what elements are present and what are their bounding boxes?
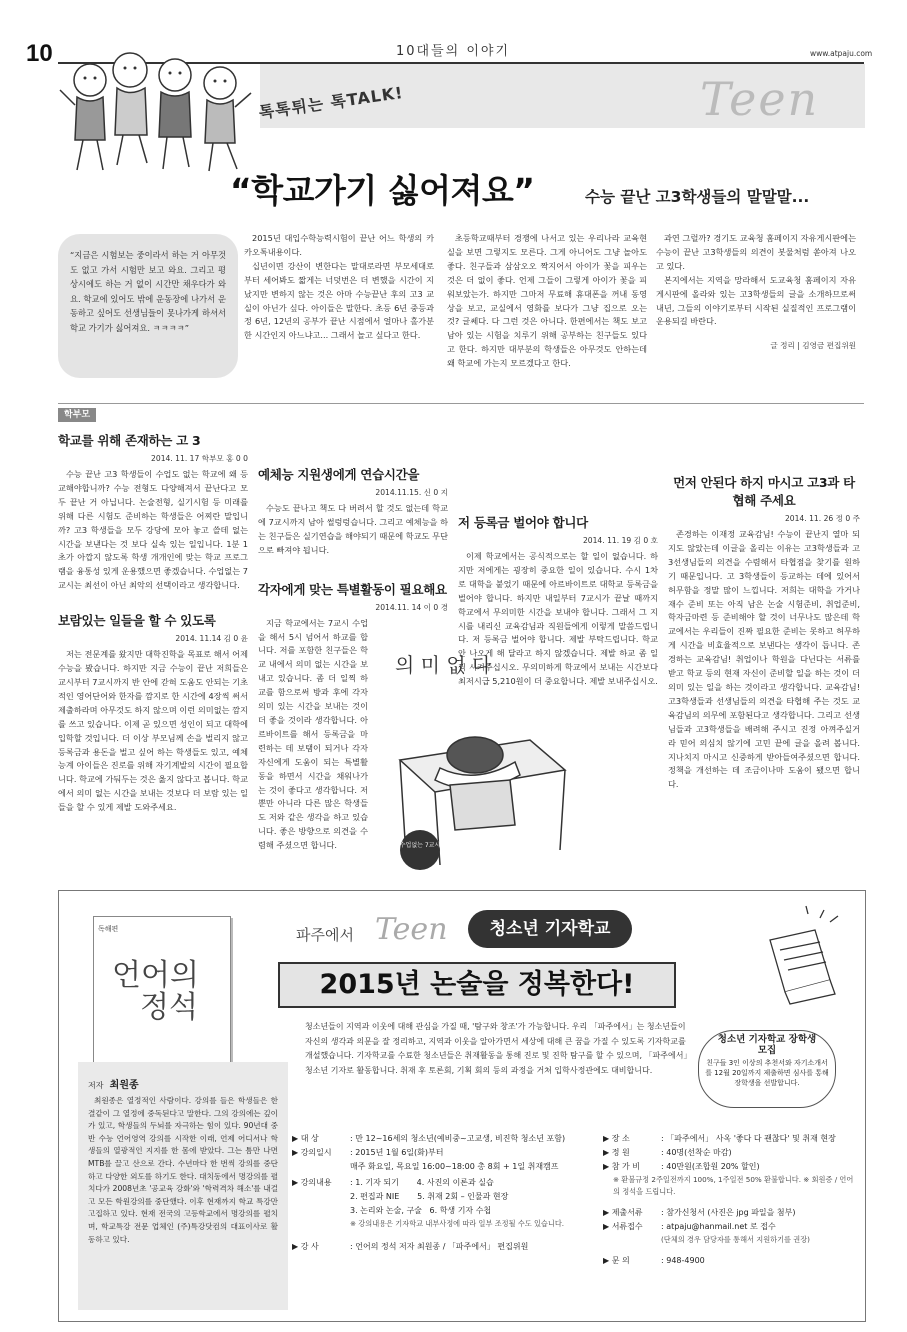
fee-notes: ※ 환불규정 2주일전까지 100%, 1주일전 50% 환불합니다. ※ 회원증 / 언어의 정석을 드립니다.: [613, 1175, 854, 1196]
section-divider: [58, 403, 864, 404]
author-name: 최원종: [109, 1080, 139, 1091]
academy-script-label: 파주에서: [296, 926, 354, 944]
post-signature: 2014. 11. 19 김 0 호: [582, 536, 658, 545]
academy-badge: 청소년 기자학교: [468, 910, 632, 948]
author-heading: [88, 1076, 278, 1091]
books-illustration: [760, 900, 850, 1010]
site-url[interactable]: www.atpaju.com: [810, 49, 873, 58]
scholarship-title: 청소년 기자학교 장학생 모집: [717, 1034, 817, 1056]
book-title: [112, 960, 232, 1024]
posts-column-3: [458, 425, 658, 687]
intro-column-2: [447, 232, 647, 371]
posts-column-4: [668, 425, 860, 868]
author-label: 저자: [88, 1081, 104, 1090]
drawing-text: 의 미 없 다: [395, 653, 492, 677]
quote-text: “지금은 시험보는 중이라서 하는 거 아무것도 없고 가서 시험만 보고 와요. 그리고 평상시에도 하는 거 없이 시간만 채우다가 와요. 학교에 있어도 밖에 운동장에 나가서 운동하고 싶어도 선생님들이 못나가게 하셔서 학교 가기가 싫어져요. ㅋㅋㅋㅋ”: [70, 250, 226, 333]
details-note: ※ 강의내용은 기자학교 내부사정에 따라 일부 조정될 수도 있습니다.: [350, 1219, 565, 1228]
post-signature: 2014.11. 14 이 0 경: [375, 602, 448, 612]
detail-row: ▶ 강의내용 : 1. 기자 되기 4. 사진의 이론과 실습: [292, 1178, 494, 1187]
academy-teen-logo: Teen: [375, 912, 448, 947]
intro-paragraph: 본지에서는 지역을 망라해서 도교육청 홈페이지 자유게시판에 올라와 있는 고3학생들의 글을 소개하므로써 내년, 그들의 이야기로부터 시작된 실질적인 프로그램이 운용되길 바란다.: [656, 274, 856, 327]
post-body: 이제 학교에서는 공식적으로는 할 일이 없습니다. 하지만 저에게는 굉장히 중요한 일이 있습니다. 수시 1차로 대학을 붙었기 때문에 아르바이트로 대학교 등록금을 벌어야 합니다. 하지만 내일부터 7교시가 끝날 때까지 학교에서 무의미한 시간을 보내야 합니다. 그래서 그 지시를 내리신 교육감님과 직원들에게 이렇게 말씀드립니다. 저 등록금 벌어야 합니다. 제발 부탁드립니다. 학교 안 나오게 해 달라고 하지 않겠습니다. 제발 하교 좀 일찍 시켜주십시오. 무의미하게 학교에서 보내는 시간보다 최저시급 5,210원이 더 중요합니다. 제발 보내주십시오.: [458, 551, 658, 687]
byline: 글 정리 | 김영금 편집위원: [770, 341, 856, 351]
detail-row: ▶ 문 의 : 948-4900: [603, 1256, 705, 1265]
post-body: 저는 전문계를 왔지만 대학진학을 목표로 해서 어제 수능을 봤습니다. 하지만 지금 수능이 끝난 저희들은 교시부터 7교시까지 반 안에 갇혀 도움도 안되는 기초적인 영어단어와 한자를 깜지로 한 시간에 4장씩 써서 제출하라며 아무것도 하지 않으며 이런 의미없는 깜지를 쓰고 있습니다. 이제 곧 있으면 성인이 되고 대학에 입학할 것입니다. 더 이상 부모님께 손을 벌리지 않고 등록금과 용돈을 벌고 싶어 하는 학생들도 있고, 예체능계 아이들은 진로를 위해 자기계발의 시간이 필요합니다. 학교에 가둬두는 것은 옳지 않다고 봅니다. 학교에서 의미 없는 시간을 보내는 것보다 더 보람 있는 일들을 할 수 있게 제발 도와주세요.: [58, 649, 248, 813]
post-body: 수능 끝난 고3 학생들이 수업도 없는 학교에 왜 등교해야합니까? 수능 전형도 다양해져서 끝난다고 모두 끝난 거 아닙니다. 논술전형, 실기시험 등 미래를 위해 다른 시험도 준비하는 학생들은 어찌란 말입니까? 고3 학생들을 모두 강당에 모아 놓고 쓸데 없는 시간을 보낸다는 것 보다 실속 있는 일입니다. 1분 1초가 아깝지 않도록 학생 개개인에 맞는 학교 프로그램을 융통성 있게 운용했으면 좋겠습니다. 수업없는 7교시는 최선이 아닌 최악의 선택이라고 생각합니다.: [58, 469, 248, 591]
post-signature: 2014. 11. 17 학부모 홍 0 0: [151, 454, 248, 463]
sleeping-student-illustration: [380, 650, 580, 880]
intro-column-3: [656, 232, 856, 357]
detail-row: ▶ 정 원 : 40명(선착순 마감): [603, 1148, 732, 1157]
quote-box: [58, 234, 238, 378]
intro-paragraph: 2015년 대입수학능력시험이 끝난 어느 학생의 카카오톡내용이다.: [244, 233, 434, 257]
detail-row: ▶ 참 가 비 : 40만원(조합원 20% 할인): [603, 1162, 760, 1171]
intro-paragraph: 과연 그럴까? 경기도 교육청 홈페이지 자유게시판에는 수능이 끝난 고3학생들의 의견이 봇물처럼 쏟아져 나오고 있다.: [656, 233, 856, 271]
post-title: 먼저 안된다 하지 마시고 고3과 타협해 주세요: [673, 475, 855, 508]
post-title: 보람있는 일들을 할 수 있도록: [58, 613, 216, 629]
kids-illustration: [55, 45, 255, 175]
teen-logo: Teen: [700, 72, 820, 126]
posts-column-1: [58, 425, 248, 893]
parent-tag: 학부모: [58, 408, 96, 422]
detail-row: 3. 논리와 논술, 구술 6. 학생 기자 수첩: [350, 1206, 492, 1215]
post-title: 학교를 위해 존재하는 고 3: [58, 433, 201, 448]
detail-row: 매주 화요일, 목요일 16:00~18:00 총 8회 + 1일 취재캠프: [350, 1162, 559, 1171]
post-signature: 2014. 11.14 김 0 윤: [175, 634, 248, 644]
detail-row: ▶ 강의일시 : 2015년 1월 6일(화)부터: [292, 1148, 444, 1157]
intro-column-1: [244, 232, 434, 343]
detail-row: ▶ 대 상 : 만 12~16세의 청소년(예비중~고교생, 비진학 청소년 포함): [292, 1134, 566, 1143]
detail-row: 2. 편집과 NIE 5. 취재 2회 – 인물과 현장: [350, 1192, 509, 1201]
book-title-line: 정석: [140, 990, 198, 1025]
scholarship-body: 친구들 3인 이상의 추천서와 자기소개서를 12월 20일까지 제출하면 심사를 통해 장학생을 선발합니다.: [705, 1059, 829, 1087]
column-name: 톡톡튀는 톡TALK!: [257, 82, 405, 123]
post-body: 수능도 끝나고 책도 다 버려서 할 것도 없는데 학교에 7교시까지 남아 썰렁렁습니다. 그리고 예체능을 하는 친구들은 실기연습을 해야되기 때문에 학교도 무단으로 빠져야 됩니다.: [258, 503, 448, 555]
detail-row: ▶ 장 소 : 「파주에서」 사옥 '좋다 다 괜찮다' 및 취재 현장: [603, 1134, 836, 1143]
submit-note: (단체의 경우 담당자를 통해서 지원하기를 권장): [661, 1235, 810, 1244]
post-title: 저 등록금 벌어야 합니다: [458, 515, 588, 530]
detail-row: ▶ 강 사 : 언어의 정석 저자 최원종 / 「파주에서」 편집위원: [292, 1242, 529, 1251]
post-body: 존경하는 이재정 교육감님! 수능이 끝난지 열마 되지도 않았는데 이글을 올리는 이유는 고3학생들과 고3선생님들의 의견을 수렴해서 타협점을 찾기를 원하기 때문입니다. 고 3학생들이 등교하는 데에 있어서 허무함을 정말 많이 느낍니다. 저희는 대학을 가거나 재수 준비 또는 아직 남은 논술 시험준비, 취업준비, 학자금마련 등 준비해야 할 것이 너무나도 많은데 학교에서는 우리들이 진짜 필요한 준비는 못하고 허무하게 시간을 비효율적으로 보낸다는 생각이 듭니다. 존경하는 교육감님! 취업이나 학원을 다닌다는 서류를 받고 학교 등의 현재 자신이 준비할 일을 하는 것이 더 의미 있는 일을 하는 것이라고 생각합니다. 교육감님! 고3학생들과 선생님들의 의견을 타협해 주는 것도 교육감님의 의무에 포함된다고 생각합니다. 그리고 선생님들과 고3학생들을 배려해 주시고 진정 아껴주실거라 믿어 의심치 않기에 고민 끝에 글을 올려 봅니다. 지나치지 마시고 신중하게 받아들여주셨으면 합니다. 정책을 개선하는 데 조금이나마 도움이 됐으면 합니다.: [668, 529, 860, 790]
post-title: 예체능 지원생에게 연습시간을: [258, 467, 420, 482]
label-badge-icon: [400, 830, 440, 870]
intro-paragraph: 십년이면 강산이 변한다는 말대로라면 부모세대로부터 세어봐도 짧게는 너덧번은 더 변했을 시간이 지났지만 변하지 않는 것은 아마 수능끝난 후의 고3 교실이 아닌가 싶다. 아이들은 말한다. 초등 6년 중등과정 6년, 12년의 공부가 끝난 시점에서 얼마나 홀가분한 시간인지 아느냐고... 그래서 놀고 싶다고 한다.: [244, 260, 434, 341]
academy-details-left: [292, 1132, 592, 1254]
headline: “학교가기 싫어져요”: [230, 171, 535, 210]
detail-row: ▶ 제출서류 : 참가신청서 (사진은 jpg 파일을 첨부): [603, 1208, 796, 1217]
detail-row: ▶ 서류접수 : atpaju@hanmail.net 로 접수: [603, 1222, 776, 1231]
post-signature: 2014. 11. 26 정 0 주: [784, 514, 860, 523]
post-body: 지금 학교에서는 7교시 수업을 해서 5시 넘어서 하교를 합니다. 저를 포함한 친구들은 학교 내에서 의미 없는 시간을 보내고 있습니다. 좀 더 일찍 하교를 함으로써 방과 후에 각자 의미 있는 시간을 보내는 것이 더 좋을 것이라 생각합니다. 아르바이트를 해서 등록금을 마련하는 데 보탬이 되거나 각자 자신에게 도움이 되는 특별활동을 하면서 시간을 채워나가는 것이 좋다고 생각합니다. 저 뿐만 아니라 다른 많은 학생들도 저와 같은 생각을 하고 있습니다. 좋은 방향으로 의견을 수렴해 주셨으면 합니다.: [258, 617, 368, 851]
author-bio: 최원종은 열정적인 사람이다. 강의를 들은 학생들은 한결같이 그 열정에 중독된다고 말한다. 그의 강의에는 깊이가 있고, 학생들의 두뇌를 자극하는 힘이 있다. 90년대 중반 수능 언어영역 강의를 시작한 이래, 언제 어디서나 학생들의 열광적인 지지를 한 몸에 받았다. 그는 틈만 나면 MTB를 끌고 산으로 간다. 수년마다 한 번씩 강의를 중단하고 다양한 외도를 하기도 한다. 대치동에서 명강의를 펼치다가 2008년초 '공교육 강화'와 '학력격차 해소'를 내걸고 모든 학원강의를 중단했다. 이후 현재까지 학교 특강만 고집하고 있다. 현재 전국의 고등학교에서 명강의를 펼치며, 학교특강 전문 업체인 (주)특강닷컴의 대표이사로 활동하고 있다.: [88, 1096, 278, 1244]
subheadline: 수능 끝난 고3학생들의 말말말...: [585, 188, 810, 206]
academy-big-title: 2015년 논술을 정복한다!: [278, 962, 676, 1008]
book-series: 독해편: [98, 925, 119, 933]
post-title: 각자에게 맞는 특별활동이 필요해요: [258, 581, 447, 597]
academy-promo: 청소년들이 지역과 이웃에 대해 관심을 가질 때, '탐구와 창조'가 가능합니다. 우리 「파주에서」는 청소년들이 자신의 생각과 의문을 잘 정리하고, 지역과 이웃을 알아가면서 세상에 대해 큰 꿈을 가질 수 있도록 기자학교를 개설했습니다. 기자학교를 수료한 청소년들은 취재활동을 통해 진로 및 진학 탐구를 할 수 있으며, 「파주에서」 청소년 기자로 활동합니다. 취재 후 토론회, 기획 회의 등의 과정을 거쳐 입학사정관에도 대비합니다.: [305, 1022, 692, 1075]
section-title: 10대들의 이야기: [396, 44, 511, 59]
drawing-label: 수업없는 7교시: [399, 842, 441, 849]
book-title-line: 언어의: [112, 958, 199, 993]
intro-paragraph: 초등학교때부터 경쟁에 나서고 있는 우리나라 교육현실을 보면 그렇지도 모른다. 그게 아니어도 그냥 놀아도 좋다. 친구들과 삼삼오오 짝지어서 아이가 꽃을 피우는 것은 더 없이 좋다. 언제 그들이 그렇게 아이가 꽃을 피워보았는가. 하지만 그마저 무료해 휴대폰을 꺼내 동영상을 보고, 교실에서 영화를 보다가 그냥 집으로 오는 것? 글쎄다. 다 그런 것은 아니다. 한편에서는 책도 보고 남아 있는 시험을 치루기 위해 공부하는 친구들도 있다고 한다. 하지만 대부분의 학생들은 아무것도 안하는데 왜 학교에 가는지 모르겠다고 한다.: [447, 233, 647, 369]
post-signature: 2014.11.15. 신 0 지: [375, 488, 448, 497]
academy-details-right: [603, 1132, 858, 1268]
page-number: 10: [26, 40, 53, 67]
scholarship-box: [698, 1030, 836, 1108]
author-box: [78, 1062, 288, 1310]
